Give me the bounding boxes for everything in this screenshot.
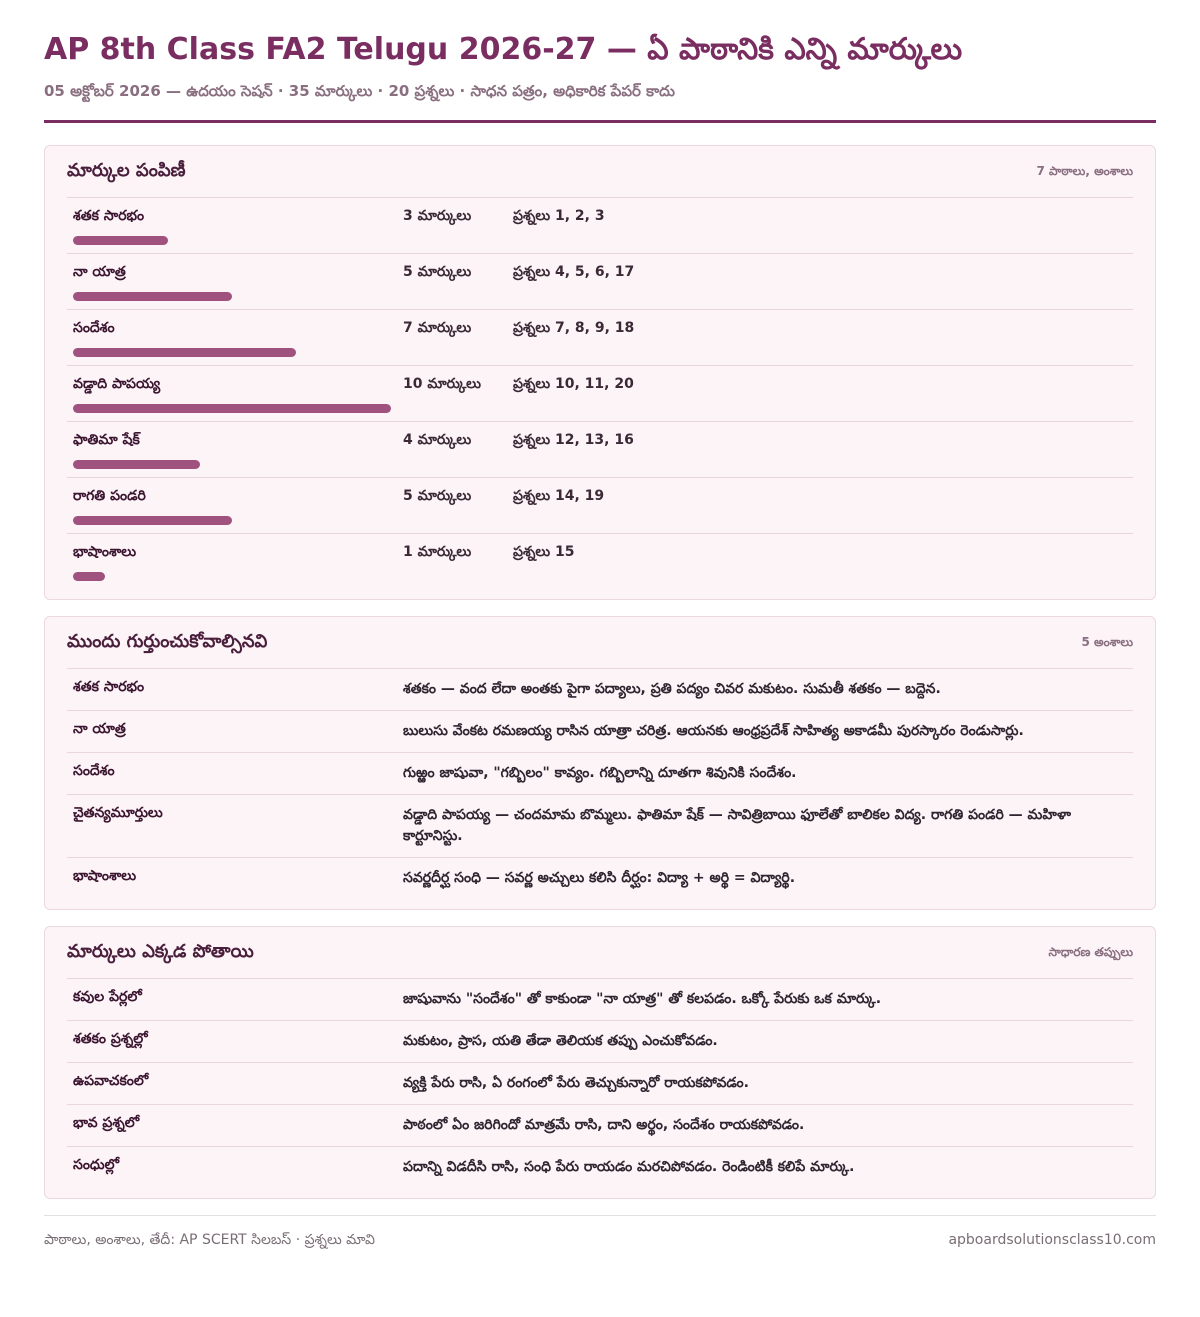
lesson-name: నా యాత్ర (73, 264, 126, 280)
distribution-title: మార్కుల పంపిణీ (67, 160, 186, 181)
mistake-area: భావ ప్రశ్నలో (73, 1115, 140, 1131)
remember-row (67, 858, 1133, 899)
topic-name: చైతన్యమూర్తులు (73, 805, 163, 821)
lesson-questions: ప్రశ్నలు 4, 5, 6, 17 (513, 264, 635, 280)
lesson-name: శతక సారభం (73, 208, 145, 224)
mistake-area: ఉపవాచకంలో (73, 1073, 149, 1089)
mistakes-card (44, 926, 1156, 1199)
remember-row (67, 669, 1133, 711)
topic-note: శతకం — వంద లేదా అంతకు పైగా పద్యాలు, ప్రతి పద్యం చివర మకుటం. సుమతీ శతకం — బద్దెన. (403, 681, 941, 697)
marks-bar (73, 516, 232, 525)
topic-name: సందేశం (73, 763, 115, 779)
lesson-questions: ప్రశ్నలు 14, 19 (513, 488, 605, 504)
topic-note: బులుసు వేంకట రమణయ్య రాసిన యాత్రా చరిత్ర. ఆయనకు ఆంధ్రప్రదేశ్ సాహిత్య అకాడమీ పురస్కారం రెండుసార్లు. (403, 723, 1024, 739)
distribution-row (67, 478, 1133, 534)
distribution-rows (67, 198, 1133, 589)
topic-name: శతక సారభం (73, 679, 145, 695)
mistake-row (67, 1021, 1133, 1063)
lesson-marks: 3 మార్కులు (403, 208, 472, 224)
remember-row (67, 711, 1133, 753)
lesson-name: సందేశం (73, 320, 115, 336)
lesson-questions: ప్రశ్నలు 10, 11, 20 (513, 376, 634, 392)
lesson-marks: 7 మార్కులు (403, 320, 472, 336)
lesson-questions: ప్రశ్నలు 12, 13, 16 (513, 432, 634, 448)
mistake-area: కవుల పేర్లలో (73, 989, 142, 1005)
remember-row (67, 753, 1133, 795)
lesson-marks: 5 మార్కులు (403, 264, 472, 280)
distribution-row (67, 198, 1133, 254)
mistake-note: మకుటం, ప్రాస, యతి తేడా తెలియక తప్పు ఎంచుకోవడం. (403, 1033, 718, 1049)
marks-bar (73, 292, 232, 301)
mistake-note: జాషువాను "సందేశం" తో కాకుండా "నా యాత్ర" తో కలపడం. ఒక్కో పేరుకు ఒక మార్కు. (403, 991, 882, 1007)
mistake-row (67, 1105, 1133, 1147)
marks-bar (73, 572, 105, 581)
mistake-row (67, 1147, 1133, 1188)
footer-site-link[interactable]: apboardsolutionsclass10.com (948, 1232, 1156, 1248)
distribution-row (67, 366, 1133, 422)
lesson-questions: ప్రశ్నలు 7, 8, 9, 18 (513, 320, 635, 336)
remember-title: ముందు గుర్తుంచుకోవాల్సినవి (67, 631, 268, 652)
distribution-row (67, 254, 1133, 310)
topic-name: నా యాత్ర (73, 721, 126, 737)
mistake-row (67, 979, 1133, 1021)
marks-bar (73, 348, 296, 357)
lesson-marks: 5 మార్కులు (403, 488, 472, 504)
distribution-row (67, 422, 1133, 478)
mistake-area: సంధుల్లో (73, 1157, 120, 1173)
lesson-marks: 4 మార్కులు (403, 432, 472, 448)
remember-header (67, 631, 1133, 669)
title-divider (44, 120, 1156, 123)
mistake-note: పాఠంలో ఏం జరిగిందో మాత్రమే రాసి, దాని అర్థం, సందేశం రాయకపోవడం. (403, 1117, 805, 1133)
remember-tag: 5 అంశాలు (1081, 635, 1133, 649)
distribution-card (44, 145, 1156, 600)
footer (44, 1215, 1156, 1251)
marks-bar (73, 236, 168, 245)
footer-source: పాఠాలు, అంశాలు, తేదీ: AP SCERT సిలబస్ · ప్రశ్నలు మావి (44, 1232, 376, 1248)
mistakes-title: మార్కులు ఎక్కడ పోతాయి (67, 941, 254, 962)
topic-note: గుఱ్ఱం జాషువా, "గబ్బిలం" కావ్యం. గబ్బిలాన్ని దూతగా శివునికి సందేశం. (403, 765, 797, 781)
lesson-name: భాషాంశాలు (73, 544, 137, 560)
lesson-marks: 10 మార్కులు (403, 376, 481, 392)
lesson-name: రాగతి పండరి (73, 488, 146, 504)
lesson-name: వడ్డాది పాపయ్య (73, 376, 161, 392)
mistakes-header (67, 941, 1133, 979)
remember-row (67, 795, 1133, 858)
topic-name: భాషాంశాలు (73, 868, 137, 884)
mistake-note: పదాన్ని విడదీసి రాసి, సంధి పేరు రాయడం మరచిపోవడం. రెండింటికీ కలిపే మార్కు. (403, 1159, 855, 1175)
distribution-row (67, 310, 1133, 366)
remember-card (44, 616, 1156, 910)
lesson-name: ఫాతిమా షేక్ (73, 432, 140, 448)
mistake-note: వ్యక్తి పేరు రాసి, ఏ రంగంలో పేరు తెచ్చుకున్నారో రాయకపోవడం. (403, 1075, 749, 1091)
distribution-header (67, 160, 1133, 198)
distribution-row (67, 534, 1133, 589)
mistake-row (67, 1063, 1133, 1105)
marks-bar (73, 404, 391, 413)
distribution-tag: 7 పాఠాలు, అంశాలు (1036, 164, 1133, 178)
marks-bar (73, 460, 200, 469)
mistakes-tag: సాధారణ తప్పులు (1048, 945, 1133, 959)
lesson-questions: ప్రశ్నలు 15 (513, 544, 575, 560)
page-subtitle: 05 అక్టోబర్ 2026 — ఉదయం సెషన్ · 35 మార్కులు · 20 ప్రశ్నలు · సాధన పత్రం, అధికారిక పేపర్ కాదు (44, 82, 675, 100)
topic-note: సవర్ణదీర్ఘ సంధి — సవర్ణ అచ్చులు కలిసి దీర్ఘం: విద్యా + అర్థి = విద్యార్థి. (403, 870, 796, 886)
lesson-questions: ప్రశ్నలు 1, 2, 3 (513, 208, 605, 224)
topic-note: వడ్డాది పాపయ్య — చందమామ బొమ్మలు. ఫాతిమా షేక్ — సావిత్రిబాయి ఫూలేతో బాలికల విద్య. రాగతి పండరి — మహిళా కార్టూనిస్టు. (403, 807, 1071, 844)
mistake-area: శతకం ప్రశ్నల్లో (73, 1031, 148, 1047)
page-title: AP 8th Class FA2 Telugu 2026-27 — ఏ పాఠానికి ఎన్ని మార్కులు (44, 32, 963, 67)
lesson-marks: 1 మార్కులు (403, 544, 472, 560)
